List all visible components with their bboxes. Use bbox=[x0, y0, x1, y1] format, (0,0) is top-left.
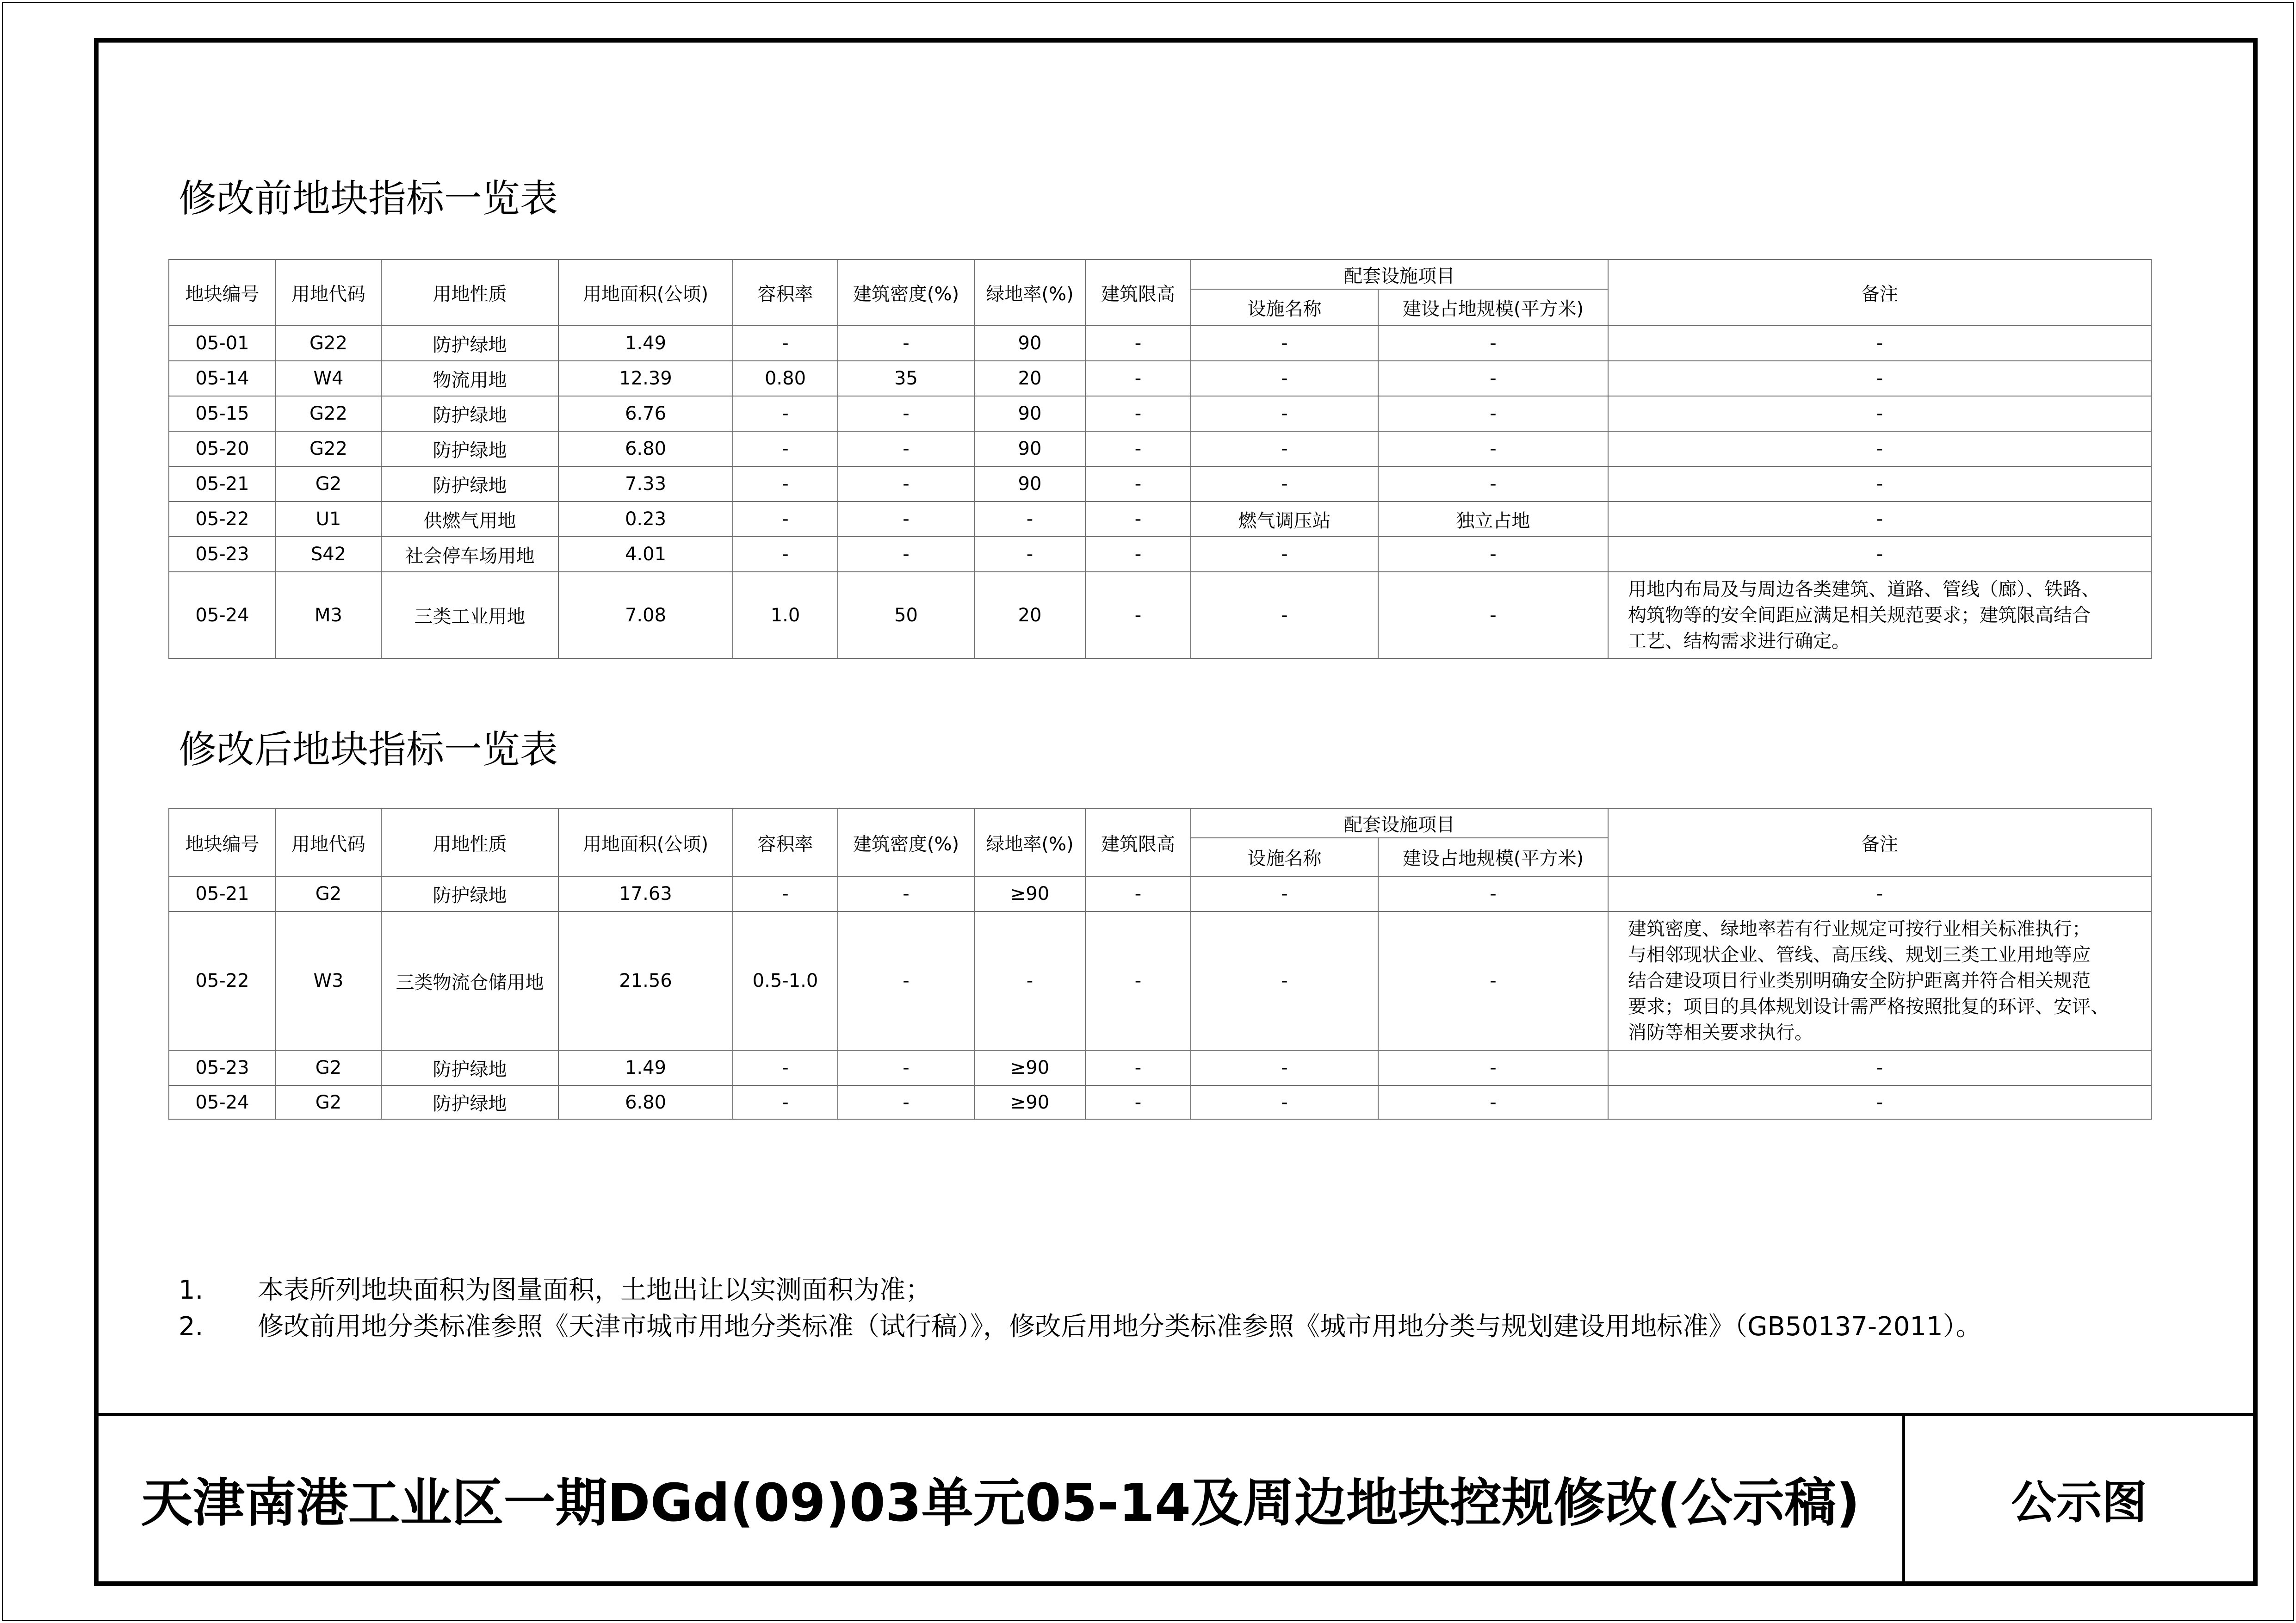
block-id-cell: 05-20 bbox=[169, 431, 276, 466]
land-use-cell: 社会停车场用地 bbox=[381, 537, 558, 572]
header-land-code: 用地代码 bbox=[276, 809, 381, 876]
remark-line: 消防等相关要求执行。 bbox=[1628, 1022, 1813, 1043]
facility-scale-cell: - bbox=[1378, 876, 1608, 911]
land-code-cell: W4 bbox=[276, 361, 381, 396]
facility-name-cell: - bbox=[1191, 1085, 1378, 1119]
height-limit-cell: - bbox=[1085, 1085, 1191, 1119]
land-use-cell: 物流用地 bbox=[381, 361, 558, 396]
density-cell: - bbox=[838, 396, 974, 431]
block-id-cell: 05-23 bbox=[169, 537, 276, 572]
table-row bbox=[169, 911, 2151, 1050]
density-cell: - bbox=[838, 1085, 974, 1119]
note-text: 本表所列地块面积为图量面积，土地出让以实测面积为准； bbox=[258, 1275, 931, 1305]
header-area: 用地面积(公顷) bbox=[558, 809, 733, 876]
block-id-cell: 05-14 bbox=[169, 361, 276, 396]
land-code-cell: W3 bbox=[276, 911, 381, 1050]
density-cell: 50 bbox=[838, 572, 974, 658]
density-cell: - bbox=[838, 1050, 974, 1085]
height-limit-cell: - bbox=[1085, 466, 1191, 502]
table-row bbox=[169, 502, 2151, 537]
land-code-cell: G2 bbox=[276, 876, 381, 911]
header-green: 绿地率(%) bbox=[974, 809, 1085, 876]
land-use-cell: 防护绿地 bbox=[381, 326, 558, 361]
block-id-cell: 05-24 bbox=[169, 572, 276, 658]
land-use-cell: 三类工业用地 bbox=[381, 572, 558, 658]
area-cell: 12.39 bbox=[558, 361, 733, 396]
remark-line: 工艺、结构需求进行确定。 bbox=[1628, 630, 1850, 652]
facility-name-cell: - bbox=[1191, 326, 1378, 361]
land-use-cell: 防护绿地 bbox=[381, 431, 558, 466]
remark-cell bbox=[1608, 326, 2151, 361]
remark-line: 结合建设项目行业类别明确安全防护距离并符合相关规范 bbox=[1628, 970, 2091, 991]
height-limit-cell: - bbox=[1085, 876, 1191, 911]
header-block-id: 地块编号 bbox=[169, 809, 276, 876]
remark-cell bbox=[1608, 537, 2151, 572]
remark-cell bbox=[1608, 361, 2151, 396]
far-cell: - bbox=[733, 326, 838, 361]
green-cell: 90 bbox=[974, 466, 1085, 502]
height-limit-cell: - bbox=[1085, 572, 1191, 658]
remark-cell bbox=[1608, 1050, 2151, 1085]
remark-line: - bbox=[1876, 473, 1883, 495]
before-table-heading: 修改前地块指标一览表 bbox=[179, 177, 558, 221]
table-row bbox=[169, 361, 2151, 396]
height-limit-cell: - bbox=[1085, 1050, 1191, 1085]
remark-cell bbox=[1608, 396, 2151, 431]
area-cell: 21.56 bbox=[558, 911, 733, 1050]
green-cell: 90 bbox=[974, 431, 1085, 466]
header-far: 容积率 bbox=[733, 260, 838, 326]
green-cell: - bbox=[974, 537, 1085, 572]
header-height-limit: 建筑限高 bbox=[1085, 809, 1191, 876]
after-table-heading: 修改后地块指标一览表 bbox=[179, 728, 558, 772]
remark-line: - bbox=[1876, 508, 1883, 530]
remark-line: - bbox=[1876, 883, 1883, 904]
header-row bbox=[169, 260, 2151, 289]
remark-line: - bbox=[1876, 544, 1883, 565]
remark-cell bbox=[1608, 876, 2151, 911]
table-row bbox=[169, 572, 2151, 658]
block-id-cell: 05-22 bbox=[169, 502, 276, 537]
header-facility-scale: 建设占地规模(平方米) bbox=[1378, 289, 1608, 326]
header-facility-name: 设施名称 bbox=[1191, 838, 1378, 876]
header-remark: 备注 bbox=[1608, 809, 2151, 876]
height-limit-cell: - bbox=[1085, 911, 1191, 1050]
facility-name-cell: - bbox=[1191, 572, 1378, 658]
area-cell: 6.76 bbox=[558, 396, 733, 431]
area-cell: 17.63 bbox=[558, 876, 733, 911]
area-cell: 4.01 bbox=[558, 537, 733, 572]
table-row bbox=[169, 1085, 2151, 1119]
green-cell: - bbox=[974, 911, 1085, 1050]
remark-cell bbox=[1608, 572, 2151, 658]
table-row bbox=[169, 876, 2151, 911]
land-use-cell: 三类物流仓储用地 bbox=[381, 911, 558, 1050]
far-cell: 0.5-1.0 bbox=[733, 911, 838, 1050]
facility-scale-cell: - bbox=[1378, 431, 1608, 466]
facility-name-cell: - bbox=[1191, 876, 1378, 911]
header-facilities: 配套设施项目 bbox=[1191, 809, 1608, 838]
block-id-cell: 05-22 bbox=[169, 911, 276, 1050]
facility-name-cell: - bbox=[1191, 431, 1378, 466]
land-code-cell: G2 bbox=[276, 466, 381, 502]
green-cell: ≥90 bbox=[974, 876, 1085, 911]
density-cell: - bbox=[838, 466, 974, 502]
block-id-cell: 05-21 bbox=[169, 876, 276, 911]
far-cell: - bbox=[733, 1050, 838, 1085]
land-use-cell: 防护绿地 bbox=[381, 466, 558, 502]
facility-name-cell: - bbox=[1191, 537, 1378, 572]
area-cell: 7.08 bbox=[558, 572, 733, 658]
green-cell: ≥90 bbox=[974, 1085, 1085, 1119]
height-limit-cell: - bbox=[1085, 431, 1191, 466]
remark-cell bbox=[1608, 431, 2151, 466]
remark-line: - bbox=[1876, 438, 1883, 459]
facility-scale-cell: - bbox=[1378, 911, 1608, 1050]
block-id-cell: 05-21 bbox=[169, 466, 276, 502]
land-code-cell: S42 bbox=[276, 537, 381, 572]
density-cell: - bbox=[838, 326, 974, 361]
remark-line: 建筑密度、绿地率若有行业规定可按行业相关标准执行； bbox=[1628, 918, 2091, 940]
header-facility-name: 设施名称 bbox=[1191, 289, 1378, 326]
green-cell: - bbox=[974, 502, 1085, 537]
facility-scale-cell: - bbox=[1378, 361, 1608, 396]
remark-cell bbox=[1608, 466, 2151, 502]
density-cell: 35 bbox=[838, 361, 974, 396]
remark-cell bbox=[1608, 911, 2151, 1050]
header-land-use: 用地性质 bbox=[381, 809, 558, 876]
area-cell: 7.33 bbox=[558, 466, 733, 502]
facility-name-cell: - bbox=[1191, 361, 1378, 396]
land-code-cell: G22 bbox=[276, 431, 381, 466]
note-number: 2. bbox=[179, 1312, 204, 1342]
facility-name-cell: - bbox=[1191, 1050, 1378, 1085]
green-cell: 90 bbox=[974, 396, 1085, 431]
header-block-id: 地块编号 bbox=[169, 260, 276, 326]
facility-scale-cell: - bbox=[1378, 537, 1608, 572]
facility-scale-cell: - bbox=[1378, 572, 1608, 658]
remark-line: 构筑物等的安全间距应满足相关规范要求；建筑限高结合 bbox=[1628, 604, 2091, 626]
note-number: 1. bbox=[179, 1275, 204, 1305]
far-cell: - bbox=[733, 876, 838, 911]
height-limit-cell: - bbox=[1085, 502, 1191, 537]
header-facilities: 配套设施项目 bbox=[1191, 260, 1608, 289]
remark-cell bbox=[1608, 502, 2151, 537]
land-use-cell: 供燃气用地 bbox=[381, 502, 558, 537]
header-land-code: 用地代码 bbox=[276, 260, 381, 326]
block-id-cell: 05-24 bbox=[169, 1085, 276, 1119]
block-id-cell: 05-15 bbox=[169, 396, 276, 431]
density-cell: - bbox=[838, 537, 974, 572]
facility-name-cell: - bbox=[1191, 466, 1378, 502]
remark-line: 用地内布局及与周边各类建筑、道路、管线（廊）、铁路、 bbox=[1628, 578, 2100, 600]
remark-line: - bbox=[1876, 368, 1883, 389]
header-land-use: 用地性质 bbox=[381, 260, 558, 326]
green-cell: 20 bbox=[974, 572, 1085, 658]
area-cell: 1.49 bbox=[558, 326, 733, 361]
land-use-cell: 防护绿地 bbox=[381, 396, 558, 431]
table-row bbox=[169, 431, 2151, 466]
block-id-cell: 05-23 bbox=[169, 1050, 276, 1085]
header-density: 建筑密度(%) bbox=[838, 809, 974, 876]
far-cell: - bbox=[733, 502, 838, 537]
density-cell: - bbox=[838, 431, 974, 466]
header-height-limit: 建筑限高 bbox=[1085, 260, 1191, 326]
facility-scale-cell: - bbox=[1378, 1085, 1608, 1119]
far-cell: - bbox=[733, 396, 838, 431]
density-cell: - bbox=[838, 876, 974, 911]
table-row bbox=[169, 466, 2151, 502]
area-cell: 6.80 bbox=[558, 431, 733, 466]
height-limit-cell: - bbox=[1085, 326, 1191, 361]
header-density: 建筑密度(%) bbox=[838, 260, 974, 326]
facility-scale-cell: - bbox=[1378, 326, 1608, 361]
header-green: 绿地率(%) bbox=[974, 260, 1085, 326]
table-row bbox=[169, 537, 2151, 572]
far-cell: 0.80 bbox=[733, 361, 838, 396]
facility-name-cell: - bbox=[1191, 396, 1378, 431]
header-facility-scale: 建设占地规模(平方米) bbox=[1378, 838, 1608, 876]
remark-line: - bbox=[1876, 1091, 1883, 1113]
land-use-cell: 防护绿地 bbox=[381, 876, 558, 911]
header-row bbox=[169, 809, 2151, 838]
header-area: 用地面积(公顷) bbox=[558, 260, 733, 326]
land-code-cell: G2 bbox=[276, 1050, 381, 1085]
remark-line: - bbox=[1876, 333, 1883, 354]
facility-scale-cell: - bbox=[1378, 466, 1608, 502]
land-use-cell: 防护绿地 bbox=[381, 1085, 558, 1119]
height-limit-cell: - bbox=[1085, 361, 1191, 396]
green-cell: 90 bbox=[974, 326, 1085, 361]
facility-name-cell: 燃气调压站 bbox=[1191, 502, 1378, 537]
far-cell: - bbox=[733, 466, 838, 502]
area-cell: 1.49 bbox=[558, 1050, 733, 1085]
remark-line: 要求；项目的具体规划设计需严格按照批复的环评、安评、 bbox=[1628, 996, 2109, 1017]
facility-name-cell: - bbox=[1191, 911, 1378, 1050]
block-id-cell: 05-01 bbox=[169, 326, 276, 361]
green-cell: 20 bbox=[974, 361, 1085, 396]
area-cell: 6.80 bbox=[558, 1085, 733, 1119]
before-table bbox=[168, 259, 2152, 659]
facility-scale-cell: - bbox=[1378, 1050, 1608, 1085]
facility-scale-cell: - bbox=[1378, 396, 1608, 431]
remark-line: - bbox=[1876, 1057, 1883, 1078]
header-far: 容积率 bbox=[733, 809, 838, 876]
far-cell: 1.0 bbox=[733, 572, 838, 658]
land-code-cell: U1 bbox=[276, 502, 381, 537]
note-text: 修改前用地分类标准参照《天津市城市用地分类标准（试行稿）》，修改后用地分类标准参照《城市用地分类与规划建设用地标准》（GB50137-2011）。 bbox=[258, 1312, 1982, 1342]
density-cell: - bbox=[838, 911, 974, 1050]
land-code-cell: G22 bbox=[276, 396, 381, 431]
far-cell: - bbox=[733, 431, 838, 466]
facility-scale-cell: 独立占地 bbox=[1378, 502, 1608, 537]
remark-line: 与相邻现状企业、管线、高压线、规划三类工业用地等应 bbox=[1628, 944, 2091, 966]
height-limit-cell: - bbox=[1085, 396, 1191, 431]
after-table bbox=[168, 808, 2152, 1120]
header-remark: 备注 bbox=[1608, 260, 2151, 326]
land-code-cell: G22 bbox=[276, 326, 381, 361]
far-cell: - bbox=[733, 537, 838, 572]
density-cell: - bbox=[838, 502, 974, 537]
drawing-type: 公示图 bbox=[2011, 1476, 2147, 1529]
table-row bbox=[169, 396, 2151, 431]
height-limit-cell: - bbox=[1085, 537, 1191, 572]
project-title: 天津南港工业区一期DGd(09)03单元05-14及周边地块控规修改(公示稿) bbox=[141, 1473, 1860, 1533]
remark-line: - bbox=[1876, 403, 1883, 424]
land-code-cell: G2 bbox=[276, 1085, 381, 1119]
green-cell: ≥90 bbox=[974, 1050, 1085, 1085]
far-cell: - bbox=[733, 1085, 838, 1119]
table-row bbox=[169, 1050, 2151, 1085]
table-row bbox=[169, 326, 2151, 361]
remark-cell bbox=[1608, 1085, 2151, 1119]
area-cell: 0.23 bbox=[558, 502, 733, 537]
land-use-cell: 防护绿地 bbox=[381, 1050, 558, 1085]
land-code-cell: M3 bbox=[276, 572, 381, 658]
